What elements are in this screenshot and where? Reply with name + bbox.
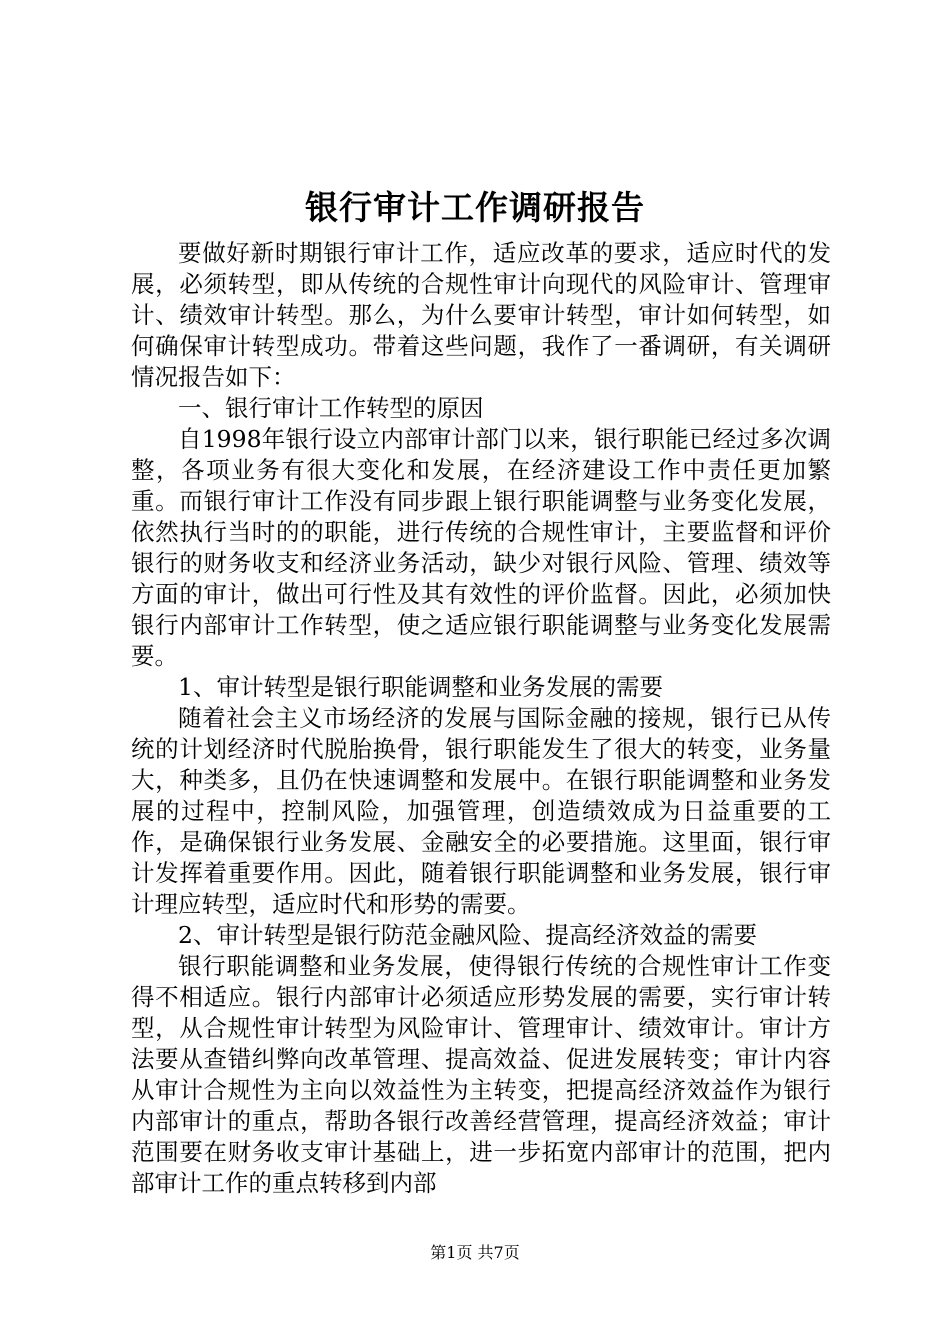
subheading-1: 1、审计转型是银行职能调整和业务发展的需要	[178, 673, 663, 701]
paragraph-reasons: 自1998年银行设立内部审计部门以来，银行职能已经过多次调整，各项业务有很大变化和发展，在经济建设工作中责任更加繁重。而银行审计工作没有同步跟上银行职能调整与业务变化发展，依然执行当时的的职能，进行传统的合规性审计，主要监督和评价银行的财务收支和经济业务活动，缺少对银行风险、管理、绩效等方面的审计，做出可行性及其有效性的评价监督。因此，必须加快银行内部审计工作转型，使之适应银行职能调整与业务变化发展需要。	[131, 425, 831, 670]
document-body	[131, 238, 831, 1199]
page-number: 第1页	[430, 1243, 473, 1262]
paragraph-2: 银行职能调整和业务发展，使得银行传统的合规性审计工作变得不相适应。银行内部审计必须适应形势发展的需要，实行审计转型，从合规性审计转型为风险审计、管理审计、绩效审计。审计方法要从查错纠弊向改革管理、提高效益、促进发展转变；审计内容从审计合规性为主向以效益性为主转变，把提高经济效益作为银行内部审计的重点，帮助各银行改善经营管理，提高经济效益；审计范围要在财务收支审计基础上，进一步拓宽内部审计的范围，把内部审计工作的重点转移到内部	[131, 952, 831, 1197]
page-total: 共7页	[477, 1243, 520, 1262]
page-footer	[0, 1242, 950, 1264]
subheading-2: 2、审计转型是银行防范金融风险、提高经济效益的需要	[178, 921, 757, 949]
paragraph-1: 随着社会主义市场经济的发展与国际金融的接规，银行已从传统的计划经济时代脱胎换骨，银行职能发生了很大的转变，业务量大，种类多，且仍在快速调整和发展中。在银行职能调整和业务发展的过程中，控制风险，加强管理，创造绩效成为日益重要的工作，是确保银行业务发展、金融安全的必要措施。这里面，银行审计发挥着重要作用。因此，随着银行职能调整和业务发展，银行审计理应转型，适应时代和形势的需要。	[131, 704, 831, 918]
paragraph-intro: 要做好新时期银行审计工作，适应改革的要求，适应时代的发展，必须转型，即从传统的合规性审计向现代的风险审计、管理审计、绩效审计转型。那么，为什么要审计转型，审计如何转型，如何确保审计转型成功。带着这些问题，我作了一番调研，有关调研情况报告如下：	[131, 239, 831, 391]
document-title: 银行审计工作调研报告	[305, 188, 645, 227]
section-heading-reasons: 一、银行审计工作转型的原因	[178, 394, 484, 422]
